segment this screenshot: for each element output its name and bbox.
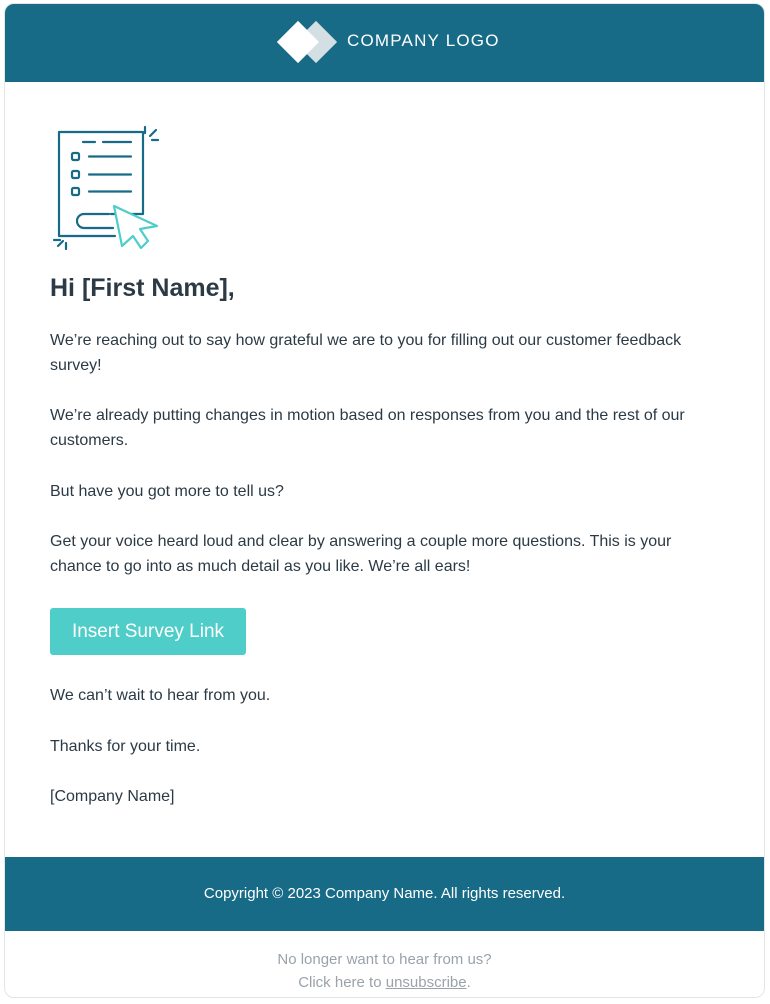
unsubscribe-line: [5, 971, 764, 994]
survey-checklist-cursor-icon: [49, 122, 161, 250]
body-paragraph-changes: We’re already putting changes in motion based on responses from you and the rest of our customers.: [50, 407, 685, 449]
copyright-text: Copyright © 2023 Company Name. All rights reserved.: [203, 885, 566, 902]
body-paragraph-thanks: We’re reaching out to say how grateful we are to you for filling out our customer feedback survey!: [50, 332, 682, 374]
company-logo-text: COMPANY LOGO: [347, 31, 500, 50]
email-header: [5, 4, 764, 82]
email-container: [4, 3, 765, 998]
closing-line-thanks: Thanks for your time.: [50, 738, 201, 755]
unsubscribe-link[interactable]: unsubscribe: [385, 974, 467, 991]
unsubscribe-suffix: .: [466, 974, 471, 991]
footer-band: [5, 857, 764, 931]
company-logo-icon: [273, 20, 339, 64]
insert-survey-link-button[interactable]: Insert Survey Link: [50, 608, 246, 655]
closing-line-wait: We can’t wait to hear from you.: [50, 687, 271, 704]
greeting-heading: Hi [First Name],: [50, 274, 235, 302]
unsubscribe-question: No longer want to hear from us?: [277, 951, 492, 968]
body-paragraph-question: But have you got more to tell us?: [50, 483, 284, 500]
body-paragraph-invite: Get your voice heard loud and clear by answering a couple more questions. This is your chance to go into as much detail as you like. We’re all ears!: [50, 533, 672, 575]
unsubscribe-prefix: Click here to: [298, 974, 386, 991]
closing-signature: [Company Name]: [50, 788, 175, 805]
unsubscribe-notice: [5, 948, 764, 994]
